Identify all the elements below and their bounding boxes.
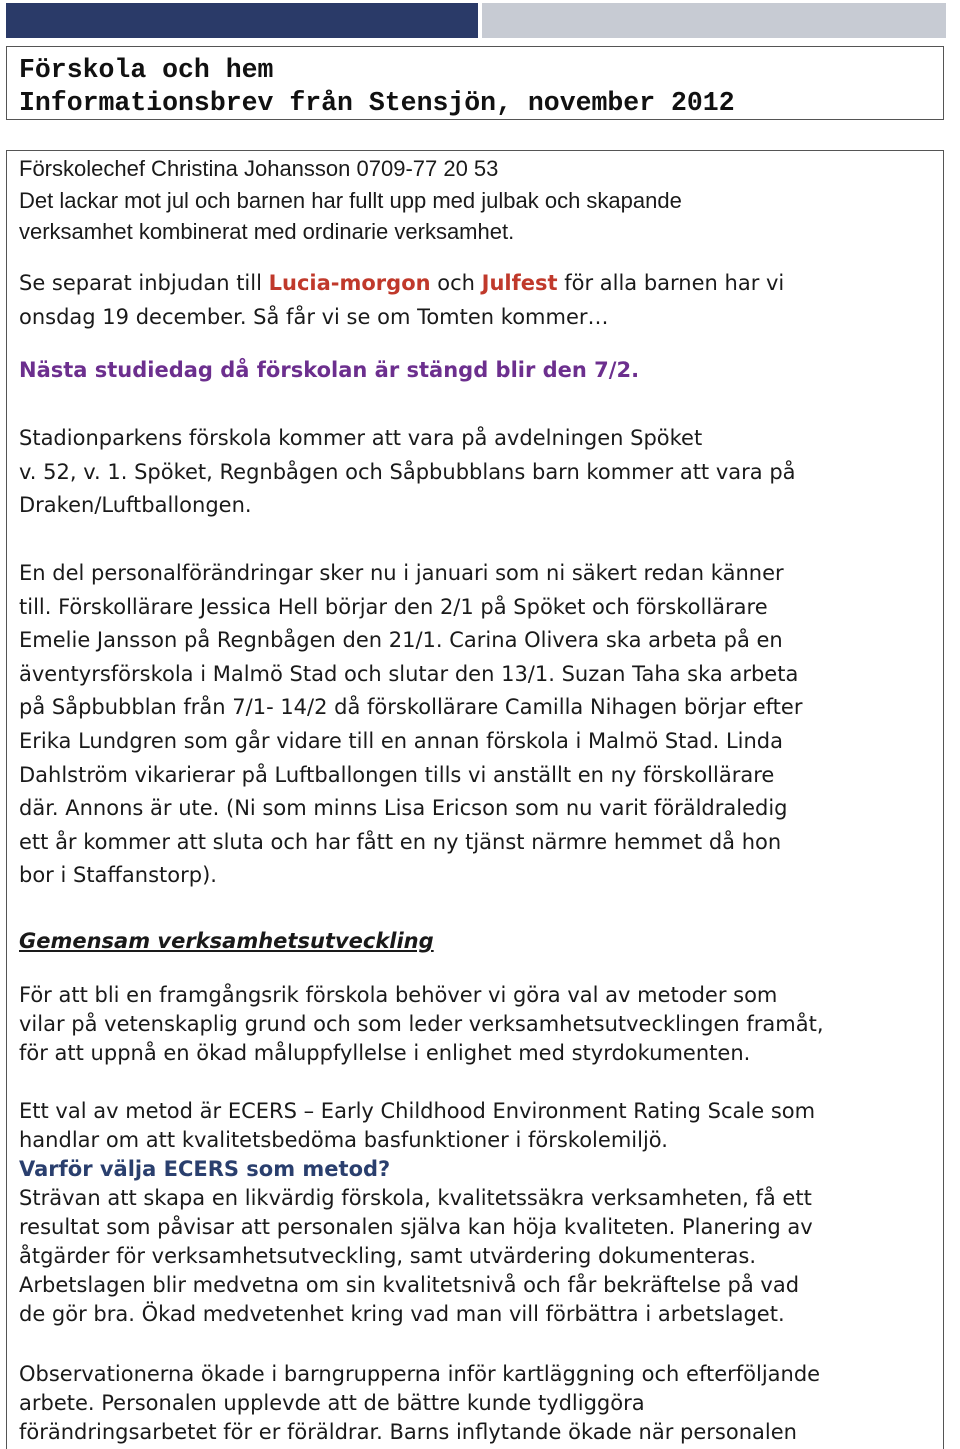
paragraph-line: v. 52, v. 1. Spöket, Regnbågen och Såpbubblans barn kommer att vara på (19, 459, 796, 484)
invite-text: för alla barnen har vi (557, 271, 785, 295)
title-box (6, 46, 944, 120)
paragraph-line: Observationerna ökade i barngrupperna inför kartläggning och efterföljande (19, 1362, 821, 1386)
header-banner (6, 3, 946, 38)
paragraph-line: äventyrsförskola i Malmö Stad och slutar den 13/1. Suzan Taha ska arbeta (19, 661, 799, 686)
paragraph-line: förändringsarbetet för er föräldrar. Barns inflytande ökade när personalen (19, 1420, 797, 1444)
stadion-paragraph (19, 422, 796, 523)
intro-line: verksamhet kombinerat med ordinarie verksamhet. (19, 219, 515, 244)
intro-line: Det lackar mot jul och barnen har fullt upp med julbak och skapande (19, 187, 682, 213)
paragraph-line: där. Annons är ute. (Ni som minns Lisa Ericson som nu varit föräldraledig (19, 796, 788, 821)
invite-text: och (430, 271, 482, 295)
paragraph-line: för att uppnå en ökad måluppfyllelse i enlighet med styrdokumenten. (19, 1041, 751, 1065)
paragraph-line: arbete. Personalen upplevde att de bättre kunde tydliggöra (19, 1391, 645, 1415)
gemensam-paragraph (19, 981, 824, 1068)
paragraph-line: Strävan att skapa en likvärdig förskola, kvalitetssäkra verksamheten, få ett (19, 1186, 812, 1210)
paragraph-line: på Såpbubblan från 7/1- 14/2 då förskollärare Camilla Nihagen börjar efter (19, 695, 803, 720)
paragraph-line: resultat som påvisar att personalen själva kan höja kvaliteten. Planering av (19, 1215, 813, 1239)
personal-paragraph (19, 557, 802, 893)
paragraph-line: vilar på vetenskaplig grund och som leder verksamhetsutvecklingen framåt, (19, 1012, 824, 1036)
banner-light-bar (482, 3, 946, 38)
invite-line-2: onsdag 19 december. Så får vi se om Tomten kommer… (19, 304, 609, 329)
paragraph-line: bor i Staffanstorp). (19, 863, 217, 888)
title-line-1: Förskola och hem (19, 55, 274, 85)
paragraph-line: Stadionparkens förskola kommer att vara på avdelningen Spöket (19, 426, 703, 450)
paragraph-line: För att bli en framgångsrik förskola behöver vi göra val av metoder som (19, 983, 778, 1007)
ecers-paragraph (19, 1097, 815, 1329)
paragraph-line: Erika Lundgren som går vidare till en annan förskola i Malmö Stad. Linda (19, 728, 783, 753)
chef-line: Förskolechef Christina Johansson 0709-77 20 53 (19, 156, 499, 181)
paragraph-line: En del personalförändringar sker nu i januari som ni säkert redan känner (19, 561, 784, 585)
studiedag-notice: Nästa studiedag då förskolan är stängd blir den 7/2. (19, 358, 640, 382)
lucia-highlight: Lucia-morgon (268, 271, 431, 295)
intro-paragraph (19, 153, 682, 248)
observation-paragraph (19, 1360, 820, 1447)
invite-text: Se separat inbjudan till (19, 271, 269, 295)
paragraph-line: Dahlström vikarierar på Luftballongen tills vi anställt en ny förskollärare (19, 762, 775, 787)
section-heading-varfor: Varför välja ECERS som metod? (19, 1157, 391, 1181)
banner-dark-bar (6, 3, 478, 38)
paragraph-line: Ett val av metod är ECERS – Early Childhood Environment Rating Scale som (19, 1099, 816, 1123)
paragraph-line: ett år kommer att sluta och har fått en ny tjänst närmre hemmet då hon (19, 829, 782, 854)
paragraph-line: Emelie Jansson på Regnbågen den 21/1. Carina Olivera ska arbeta på en (19, 628, 783, 653)
invite-line-1 (19, 267, 784, 301)
paragraph-line: Arbetslagen blir medvetna om sin kvalitetsnivå och får bekräftelse på vad (19, 1273, 800, 1297)
paragraph-line: Draken/Luftballongen. (19, 493, 252, 518)
section-heading-gemensam: Gemensam verksamhetsutveckling (19, 929, 434, 953)
paragraph-line: handlar om att kvalitetsbedöma basfunktioner i förskolemiljö. (19, 1128, 668, 1152)
julfest-highlight: Julfest (481, 271, 558, 295)
title-line-2: Informationsbrev från Stensjön, november 2012 (19, 88, 735, 118)
paragraph-line: åtgärder för verksamhetsutveckling, samt utvärdering dokumenteras. (19, 1244, 757, 1268)
paragraph-line: de gör bra. Ökad medvetenhet kring vad man vill förbättra i arbetslaget. (19, 1302, 785, 1326)
paragraph-line: till. Förskollärare Jessica Hell börjar den 2/1 på Spöket och förskollärare (19, 594, 768, 619)
invite-paragraph (19, 267, 784, 334)
